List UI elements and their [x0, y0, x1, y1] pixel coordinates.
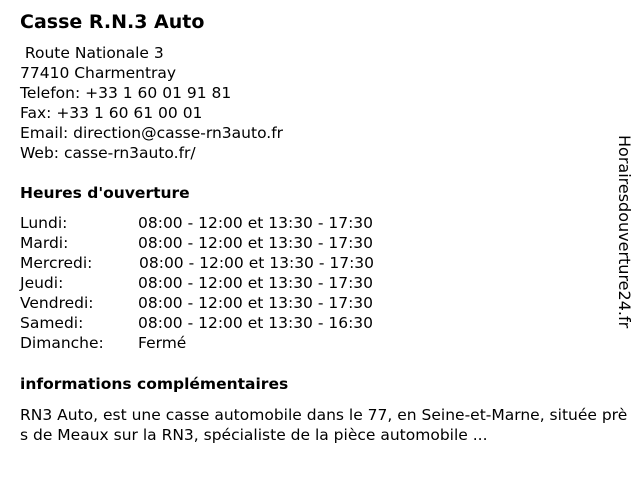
city-address: 77410 Charmentray [20, 64, 177, 82]
opening-hours-heading: Heures d'ouverture [20, 184, 190, 202]
side-brand-watermark: Horairesdouverture24.fr [615, 135, 634, 329]
day-hours: 08:00 - 12:00 et 13:30 - 17:30 [139, 254, 375, 272]
email-line: Email: direction@casse-rn3auto.fr [20, 124, 284, 142]
day-label: Lundi: [20, 214, 68, 232]
additional-info-heading: informations complémentaires [20, 375, 289, 393]
day-hours: 08:00 - 12:00 et 13:30 - 17:30 [138, 234, 374, 252]
business-name: Casse R.N.3 Auto [20, 11, 205, 33]
day-hours: Fermé [138, 334, 187, 352]
day-label: Vendredi: [20, 294, 94, 312]
contact-block [20, 43, 283, 163]
day-label: Samedi: [20, 314, 84, 332]
day-hours: 08:00 - 12:00 et 13:30 - 17:30 [138, 294, 374, 312]
fax-line: Fax: +33 1 60 61 00 01 [20, 104, 203, 122]
business-description: RN3 Auto, est une casse automobile dans le 77, en Seine-et-Marne, située près de Meaux sur la RN3, spécialiste de la pièce automobile ... [20, 406, 628, 444]
web-line: Web: casse-rn3auto.fr/ [20, 144, 196, 162]
telephone-line: Telefon: +33 1 60 01 91 81 [20, 84, 232, 102]
day-hours: 08:00 - 12:00 et 13:30 - 17:30 [138, 274, 374, 292]
day-label: Mardi: [20, 234, 69, 252]
day-label: Mercredi: [20, 254, 93, 272]
day-hours: 08:00 - 12:00 et 13:30 - 17:30 [138, 214, 374, 232]
day-label: Dimanche: [20, 334, 104, 352]
day-hours: 08:00 - 12:00 et 13:30 - 16:30 [138, 314, 374, 332]
day-label: Jeudi: [20, 274, 64, 292]
street-address: Route Nationale 3 [20, 44, 164, 62]
